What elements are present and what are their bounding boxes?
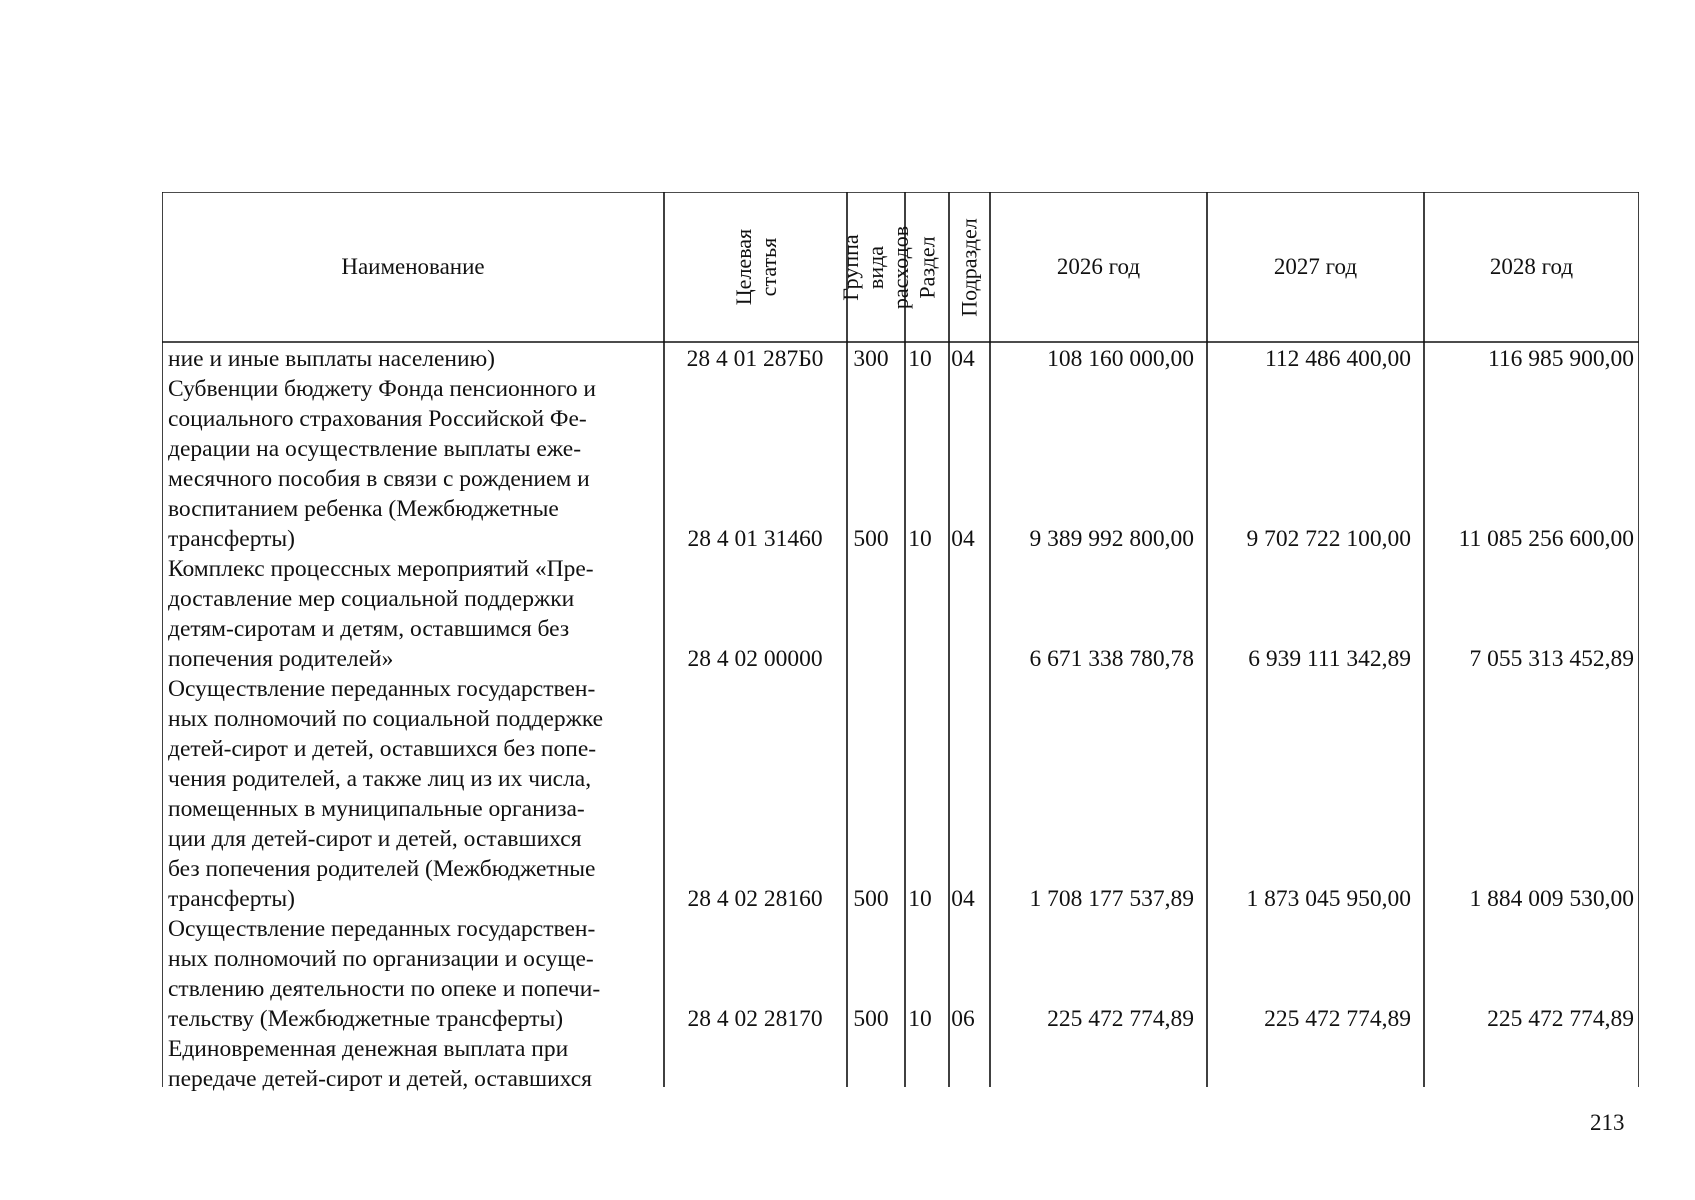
header-code: Целевая статья [730, 228, 781, 306]
row-code: 28 4 02 00000 [687, 646, 823, 672]
table-row-name: ние и иные выплаты населению) [168, 346, 495, 372]
row-year-2: 112 486 400,00 [1264, 346, 1411, 372]
row-year-2: 6 939 111 342,89 [1248, 646, 1411, 672]
row-section: 10 [908, 1006, 932, 1032]
row-group: 500 [853, 1006, 889, 1032]
row-year-1: 225 472 774,89 [1047, 1006, 1194, 1032]
table-row-name: Единовременная денежная выплата при передаче детей-сирот и детей, оставшихся [168, 1036, 592, 1092]
page-number: 213 [1590, 1110, 1625, 1135]
row-section: 10 [908, 346, 932, 372]
row-year-1: 108 160 000,00 [1047, 346, 1194, 372]
row-subsection: 04 [951, 346, 975, 372]
row-code: 28 4 01 287Б0 [686, 346, 824, 372]
row-year-3: 116 985 900,00 [1487, 346, 1634, 372]
header-year-3: 2028 год [1489, 254, 1574, 279]
row-year-3: 1 884 009 530,00 [1469, 886, 1634, 912]
row-section: 10 [908, 526, 932, 552]
row-year-3: 225 472 774,89 [1487, 1006, 1634, 1032]
row-year-3: 7 055 313 452,89 [1469, 646, 1634, 672]
row-code: 28 4 02 28160 [687, 886, 823, 912]
row-subsection: 04 [951, 886, 975, 912]
header-year-2: 2027 год [1273, 254, 1358, 279]
row-group: 300 [853, 346, 889, 372]
row-code: 28 4 02 28170 [687, 1006, 823, 1032]
row-year-2: 1 873 045 950,00 [1246, 886, 1411, 912]
row-year-1: 9 389 992 800,00 [1029, 526, 1194, 552]
row-code: 28 4 01 31460 [687, 526, 823, 552]
row-subsection: 04 [951, 526, 975, 552]
table-row-name: Субвенции бюджету Фонда пенсионного и социального страхования Российской Фе- дерации на осуществление выплаты еже- месячного пособия в связи с рождением и воспитанием ребенка (Межбюджетные трансферты) [168, 376, 596, 552]
row-year-2: 225 472 774,89 [1264, 1006, 1411, 1032]
table-row-name: Комплекс процессных мероприятий «Пре- доставление мер социальной поддержки детям-сиротам и детям, оставшимся без попечения родителей» [168, 556, 594, 672]
header-subsection: Подраздел [957, 217, 983, 317]
row-year-3: 11 085 256 600,00 [1458, 526, 1634, 552]
row-subsection: 06 [951, 1006, 975, 1032]
header-name: Наименование [341, 254, 485, 279]
table-row-name: Осуществление переданных государствен- ных полномочий по социальной поддержке детей-сирот и детей, оставшихся без попе- чения родителей, а также лиц из их числа, помещенных в муниципальные организа- ции для детей-сирот и детей, оставшихся без попечения родителей (Межбюджетные трансферты) [168, 676, 604, 912]
row-year-1: 6 671 338 780,78 [1029, 646, 1194, 672]
row-group: 500 [853, 886, 889, 912]
header-group: Группа вида расходов [838, 225, 914, 309]
header-section: Раздел [914, 235, 940, 299]
budget-table [162, 192, 1639, 1092]
header-year-1: 2026 год [1056, 254, 1141, 279]
row-group: 500 [853, 526, 889, 552]
row-section: 10 [908, 886, 932, 912]
row-year-2: 9 702 722 100,00 [1246, 526, 1411, 552]
table-row-name: Осуществление переданных государствен- ных полномочий по организации и осуще- ствлению деятельности по опеке и попечи- тельству (Межбюджетные трансферты) [168, 916, 601, 1032]
row-year-1: 1 708 177 537,89 [1029, 886, 1194, 912]
